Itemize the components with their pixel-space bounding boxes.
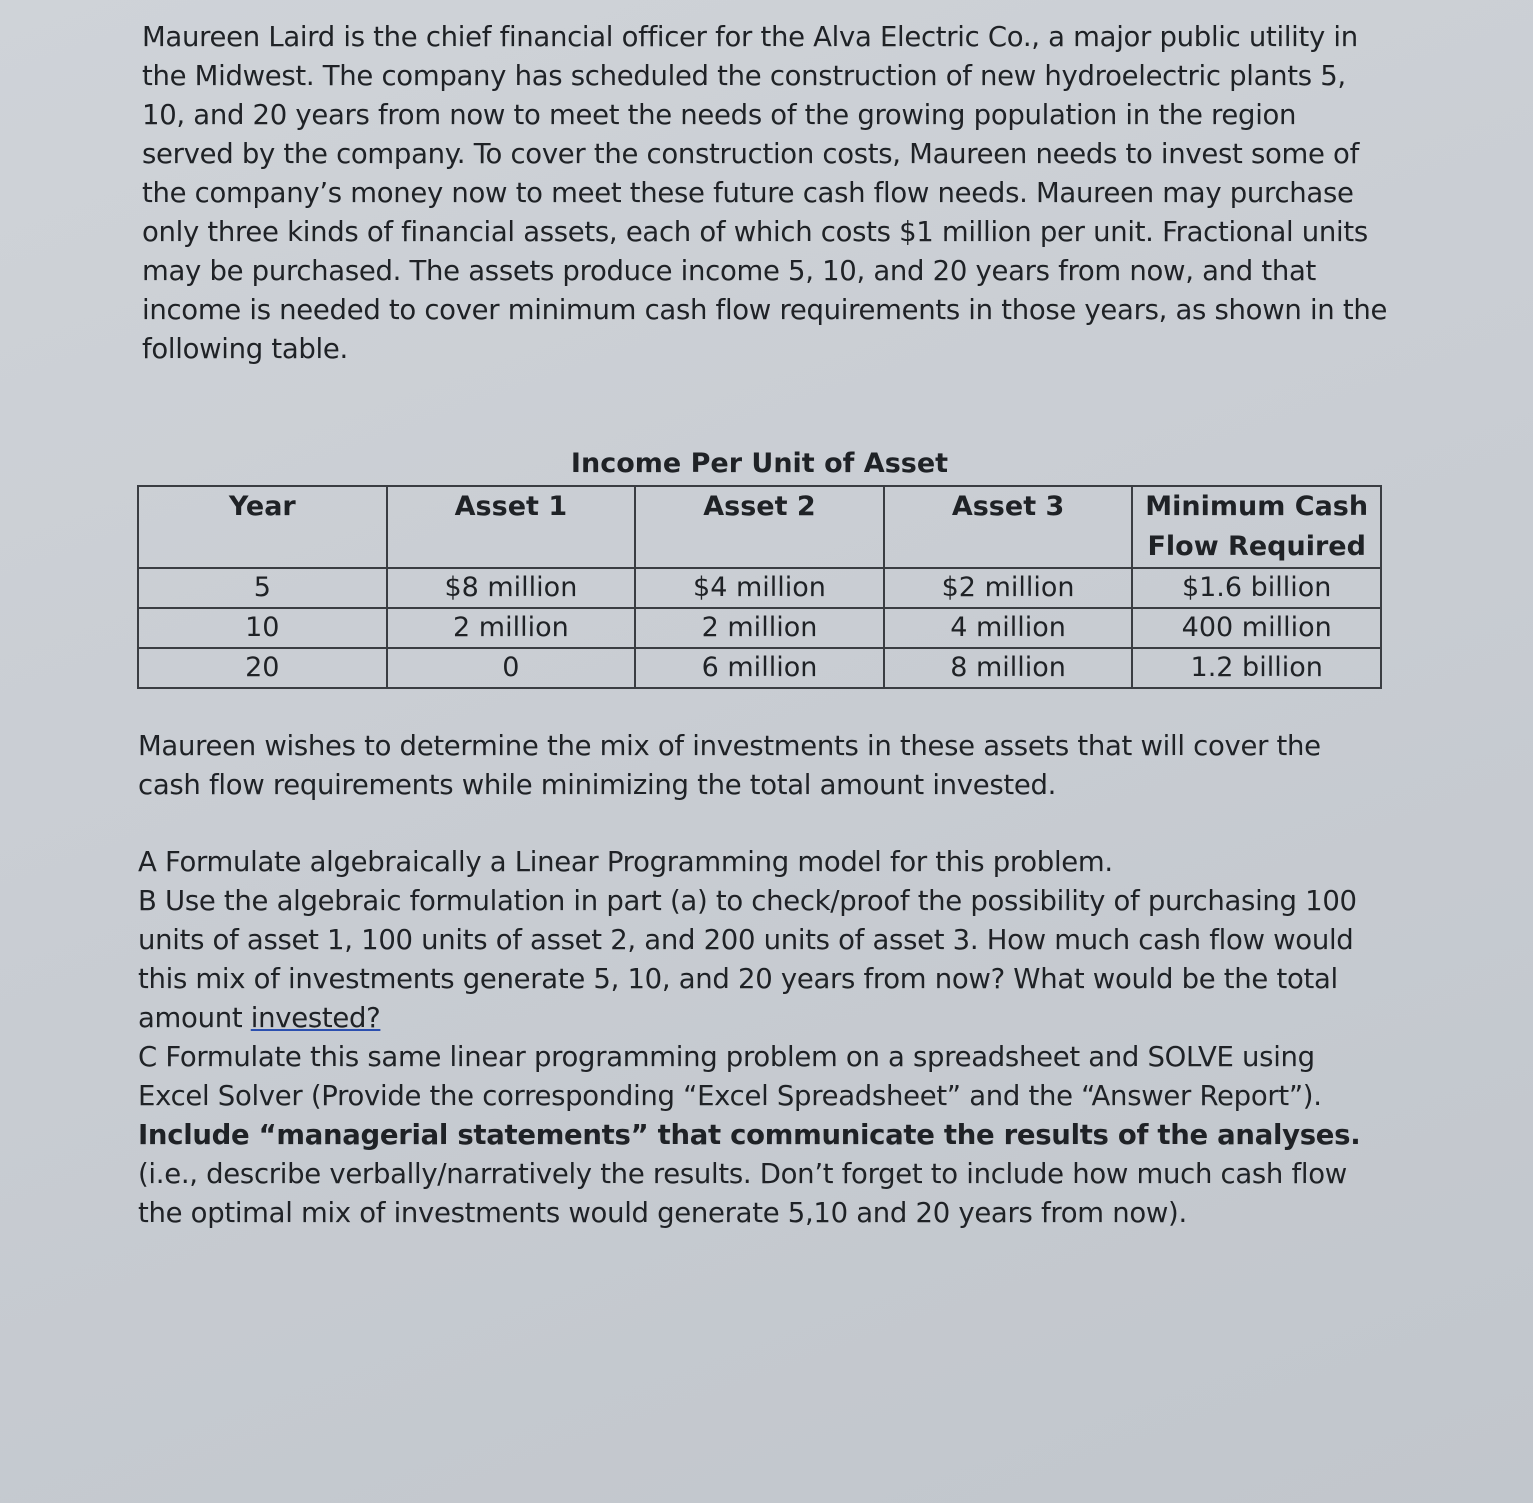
cell-asset-2: $4 million bbox=[635, 568, 884, 608]
part-c bbox=[138, 1038, 1388, 1233]
table-row bbox=[138, 568, 1381, 608]
cell-asset-3: 8 million bbox=[884, 648, 1133, 688]
cell-asset-1: $8 million bbox=[387, 568, 636, 608]
table-caption: Income Per Unit of Asset bbox=[570, 448, 949, 479]
intro-paragraph: Maureen Laird is the chief financial officer for the Alva Electric Co., a major public utility in the Midwest. The company has scheduled the construction of new hydroelectric plants 5, 10, and 20 years from now to meet the needs of the growing population in the region served by the company. To cover the construction costs, Maureen needs to invest some of the company’s money now to meet these future cash flow needs. Maureen may purchase only three kinds of financial assets, each of which costs $1 million per unit. Fractional units may be purchased. The assets produce income 5, 10, and 20 years from now, and that income is needed to cover minimum cash flow requirements in those years, as shown in the following table. bbox=[142, 21, 1388, 365]
part-c-text: C Formulate this same linear programming problem on a spreadsheet and SOLVE using Excel Solver (Provide the corresponding “Excel Spreadsheet” and the “Answer Report”). bbox=[138, 1041, 1322, 1112]
questions-block bbox=[138, 843, 1388, 1233]
header-minimum-cash-flow: Minimum Cash Flow Required bbox=[1132, 486, 1381, 568]
part-a-text: A Formulate algebraically a Linear Programming model for this problem. bbox=[138, 846, 1113, 878]
objective-paragraph: Maureen wishes to determine the mix of investments in these assets that will cover the cash flow requirements while minimizing the total amount invested. bbox=[138, 730, 1321, 801]
part-b-underlined-word: invested? bbox=[250, 1002, 381, 1034]
part-c-tail-text: (i.e., describe verbally/narratively the results. Don’t forget to include how much cash flow the optimal mix of investments would generate 5,10 and 20 years from now). bbox=[138, 1158, 1347, 1229]
header-asset-3: Asset 3 bbox=[884, 486, 1133, 568]
header-asset-2: Asset 2 bbox=[635, 486, 884, 568]
header-asset-1: Asset 1 bbox=[387, 486, 636, 568]
cell-year: 5 bbox=[138, 568, 387, 608]
part-b-text: B Use the algebraic formulation in part (a) to check/proof the possibility of purchasing 100 units of asset 1, 100 units of asset 2, and 200 units of asset 3. How much cash flow would this mix of investments generate 5, 10, and 20 years from now? What would be the total amount bbox=[138, 885, 1357, 1034]
cell-asset-1: 0 bbox=[387, 648, 636, 688]
header-year: Year bbox=[138, 486, 387, 568]
cell-min-cash: $1.6 billion bbox=[1132, 568, 1381, 608]
part-b bbox=[138, 882, 1388, 1038]
cell-year: 20 bbox=[138, 648, 387, 688]
cell-asset-3: $2 million bbox=[884, 568, 1133, 608]
cell-asset-2: 2 million bbox=[635, 608, 884, 648]
part-c-bold-text: Include “managerial statements” that communicate the results of the analyses. bbox=[138, 1119, 1361, 1151]
table-row bbox=[138, 608, 1381, 648]
table-row bbox=[138, 648, 1381, 688]
cell-asset-2: 6 million bbox=[635, 648, 884, 688]
cell-year: 10 bbox=[138, 608, 387, 648]
cell-min-cash: 400 million bbox=[1132, 608, 1381, 648]
table-header-row bbox=[138, 486, 1381, 568]
income-table bbox=[137, 485, 1382, 689]
cell-asset-1: 2 million bbox=[387, 608, 636, 648]
cell-min-cash: 1.2 billion bbox=[1132, 648, 1381, 688]
cell-asset-3: 4 million bbox=[884, 608, 1133, 648]
